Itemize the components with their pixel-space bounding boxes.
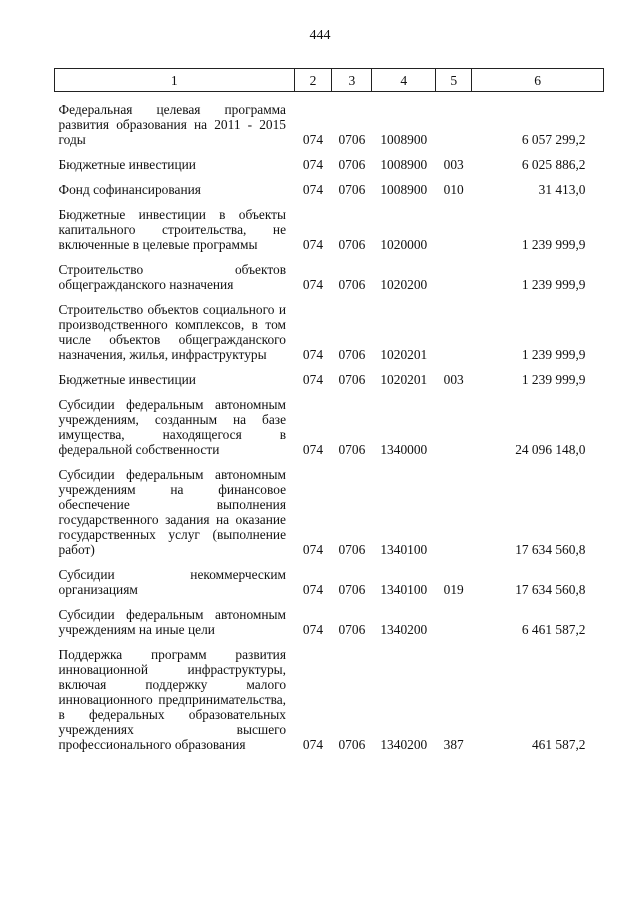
row-amount: 1 239 999,9	[521, 237, 586, 252]
row-expense-type-code	[436, 257, 472, 297]
row-target-article-code: 1020201	[380, 347, 428, 362]
table-row	[55, 642, 604, 757]
column-header-3: 3	[332, 69, 372, 92]
row-expense-type-code: 387	[443, 737, 464, 752]
row-description: Бюджетные инвестиции	[58, 157, 196, 172]
column-header-5: 5	[436, 69, 472, 92]
row-ministry-code: 074	[302, 442, 324, 457]
row-ministry-code: 074	[302, 737, 324, 752]
row-expense-type-code	[436, 202, 472, 257]
row-ministry-code: 074	[302, 347, 324, 362]
row-description: Бюджетные инвестиции в объекты капитального строительства, не включенные в целевые программы	[58, 207, 287, 252]
column-header-4: 4	[372, 69, 436, 92]
row-expense-type-code	[436, 92, 472, 153]
table-row	[55, 392, 604, 462]
table-row	[55, 462, 604, 562]
row-target-article-code: 1340000	[380, 442, 428, 457]
table-row	[55, 257, 604, 297]
row-ministry-code: 074	[302, 237, 324, 252]
row-ministry-code: 074	[302, 582, 324, 597]
row-amount: 6 461 587,2	[521, 622, 586, 637]
row-description: Поддержка программ развития инновационной инфраструктуры, включая поддержку малого инновационного предпринимательства, в федеральных образовательных учреждениях высшего профессионального образования	[58, 647, 287, 752]
row-target-article-code: 1020201	[380, 372, 428, 387]
row-section-code: 0706	[338, 622, 366, 637]
row-expense-type-code	[436, 462, 472, 562]
row-section-code: 0706	[338, 277, 366, 292]
row-amount: 6 057 299,2	[521, 132, 586, 147]
row-target-article-code: 1340200	[380, 622, 428, 637]
row-target-article-code: 1340100	[380, 542, 428, 557]
row-ministry-code: 074	[302, 182, 324, 197]
table-row	[55, 152, 604, 177]
row-expense-type-code	[436, 297, 472, 367]
row-expense-type-code	[436, 392, 472, 462]
row-amount: 6 025 886,2	[521, 157, 586, 172]
budget-table	[54, 68, 604, 757]
page-number: 444	[309, 28, 331, 43]
table-row	[55, 297, 604, 367]
row-target-article-code: 1020200	[380, 277, 428, 292]
row-amount: 17 634 560,8	[515, 582, 586, 597]
row-section-code: 0706	[338, 157, 366, 172]
row-amount: 461 587,2	[531, 737, 586, 752]
row-section-code: 0706	[338, 737, 366, 752]
row-target-article-code: 1020000	[380, 237, 428, 252]
table-row	[55, 177, 604, 202]
row-description: Субсидии федеральным автономным учреждениям, созданным на базе имущества, находящегося в федеральной собственности	[58, 397, 287, 457]
column-header-1: 1	[55, 69, 295, 92]
row-expense-type-code	[436, 602, 472, 642]
row-description: Бюджетные инвестиции	[58, 372, 196, 387]
row-amount: 24 096 148,0	[515, 442, 586, 457]
row-expense-type-code: 003	[443, 157, 464, 172]
table-row	[55, 562, 604, 602]
row-expense-type-code: 003	[443, 372, 464, 387]
row-section-code: 0706	[338, 372, 366, 387]
row-expense-type-code: 019	[443, 582, 464, 597]
table-row	[55, 92, 604, 153]
row-target-article-code: 1008900	[380, 182, 428, 197]
table-row	[55, 602, 604, 642]
row-description: Строительство объектов социального и производственного комплексов, в том числе объектов общегражданского назначения, жилья, инфраструктуры	[58, 302, 287, 362]
row-target-article-code: 1340200	[380, 737, 428, 752]
row-section-code: 0706	[338, 442, 366, 457]
row-amount: 17 634 560,8	[515, 542, 586, 557]
row-amount: 31 413,0	[538, 182, 586, 197]
row-target-article-code: 1008900	[380, 132, 428, 147]
row-description: Субсидии некоммерческим организациям	[58, 567, 287, 597]
row-description: Федеральная целевая программа развития образования на 2011 - 2015 годы	[58, 102, 287, 147]
table-header-row	[55, 69, 604, 92]
row-target-article-code: 1008900	[380, 157, 428, 172]
row-ministry-code: 074	[302, 542, 324, 557]
row-section-code: 0706	[338, 237, 366, 252]
row-section-code: 0706	[338, 347, 366, 362]
table-row	[55, 367, 604, 392]
row-ministry-code: 074	[302, 277, 324, 292]
row-section-code: 0706	[338, 542, 366, 557]
row-amount: 1 239 999,9	[521, 277, 586, 292]
row-amount: 1 239 999,9	[521, 372, 586, 387]
row-description: Субсидии федеральным автономным учреждениям на финансовое обеспечение выполнения государственного задания на оказание государственных услуг (выполнение работ)	[58, 467, 287, 557]
row-description: Фонд софинансирования	[58, 182, 201, 197]
row-ministry-code: 074	[302, 372, 324, 387]
row-description: Субсидии федеральным автономным учреждениям на иные цели	[58, 607, 287, 637]
row-target-article-code: 1340100	[380, 582, 428, 597]
row-ministry-code: 074	[302, 622, 324, 637]
table-row	[55, 202, 604, 257]
row-description: Строительство объектов общегражданского назначения	[58, 262, 287, 292]
row-section-code: 0706	[338, 182, 366, 197]
row-ministry-code: 074	[302, 132, 324, 147]
row-ministry-code: 074	[302, 157, 324, 172]
row-section-code: 0706	[338, 582, 366, 597]
row-amount: 1 239 999,9	[521, 347, 586, 362]
row-section-code: 0706	[338, 132, 366, 147]
column-header-6: 6	[472, 69, 604, 92]
row-expense-type-code: 010	[443, 182, 464, 197]
column-header-2: 2	[294, 69, 332, 92]
